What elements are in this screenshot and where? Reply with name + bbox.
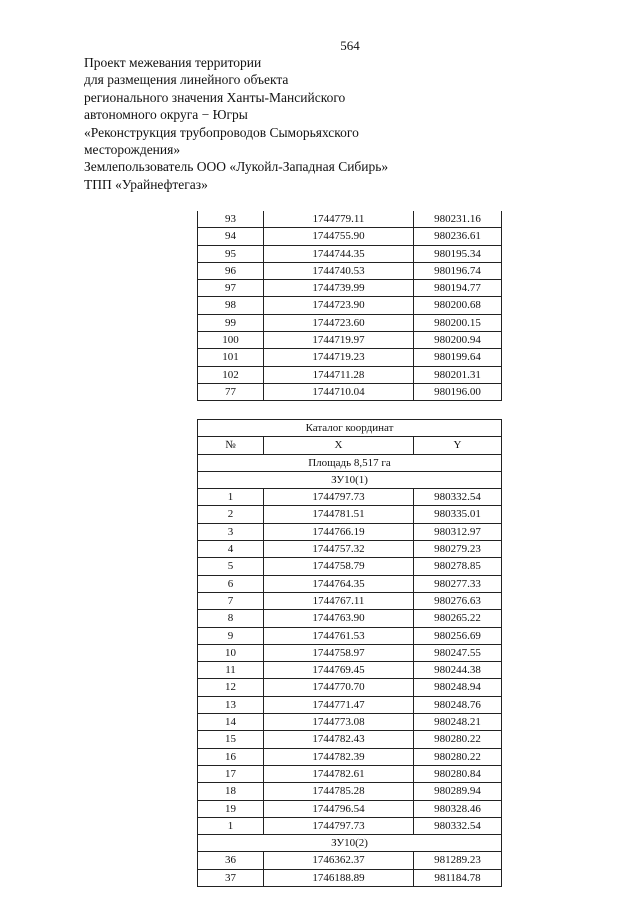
point-number: 15 [198, 731, 264, 748]
x-coordinate: 1744723.60 [264, 314, 414, 331]
x-coordinate: 1746362.37 [264, 852, 414, 869]
table-row [198, 280, 502, 297]
point-number: 99 [198, 314, 264, 331]
table-row [198, 383, 502, 400]
point-number: 95 [198, 245, 264, 262]
y-coordinate: 980200.94 [414, 332, 502, 349]
point-number: 97 [198, 280, 264, 297]
table-row [198, 714, 502, 731]
point-number: 96 [198, 262, 264, 279]
x-coordinate: 1744739.99 [264, 280, 414, 297]
y-coordinate: 980335.01 [414, 506, 502, 523]
x-coordinate: 1744723.90 [264, 297, 414, 314]
point-number: 36 [198, 852, 264, 869]
y-coordinate: 980256.69 [414, 627, 502, 644]
x-coordinate: 1744797.73 [264, 817, 414, 834]
catalog-title-row [198, 420, 502, 437]
point-number: 5 [198, 558, 264, 575]
y-coordinate: 980248.94 [414, 679, 502, 696]
point-number: 2 [198, 506, 264, 523]
point-number: 101 [198, 349, 264, 366]
table-row [198, 349, 502, 366]
x-coordinate: 1744796.54 [264, 800, 414, 817]
document-header [84, 54, 524, 193]
section-header-row [198, 835, 502, 852]
table-row [198, 489, 502, 506]
x-coordinate: 1744764.35 [264, 575, 414, 592]
point-number: 100 [198, 332, 264, 349]
y-coordinate: 980248.76 [414, 696, 502, 713]
y-coordinate: 980194.77 [414, 280, 502, 297]
table-row [198, 592, 502, 609]
table-row [198, 662, 502, 679]
table-row [198, 783, 502, 800]
y-coordinate: 981184.78 [414, 869, 502, 886]
point-number: 98 [198, 297, 264, 314]
point-number: 14 [198, 714, 264, 731]
point-number: 11 [198, 662, 264, 679]
point-number: 12 [198, 679, 264, 696]
x-coordinate: 1744719.97 [264, 332, 414, 349]
x-coordinate: 1744779.11 [264, 211, 414, 228]
table-row [198, 817, 502, 834]
point-number: 3 [198, 523, 264, 540]
header-line: Проект межевания территории [84, 55, 262, 70]
header-line: Землепользователь ООО «Лукойл-Западная Сибирь» [84, 159, 389, 175]
table-row [198, 262, 502, 279]
coordinate-catalog-table [197, 419, 502, 887]
x-coordinate: 1744782.61 [264, 765, 414, 782]
x-coordinate: 1744782.39 [264, 748, 414, 765]
table-row [198, 869, 502, 886]
point-number: 4 [198, 541, 264, 558]
y-coordinate: 980277.33 [414, 575, 502, 592]
x-coordinate: 1744767.11 [264, 592, 414, 609]
section-name: ЗУ10(2) [198, 835, 502, 852]
point-number: 13 [198, 696, 264, 713]
table-row [198, 696, 502, 713]
table-row [198, 731, 502, 748]
x-coordinate: 1744782.43 [264, 731, 414, 748]
point-number: 77 [198, 383, 264, 400]
y-coordinate: 980312.97 [414, 523, 502, 540]
table-row [198, 627, 502, 644]
table-row [198, 748, 502, 765]
point-number: 102 [198, 366, 264, 383]
table-row [198, 852, 502, 869]
x-coordinate: 1744757.32 [264, 541, 414, 558]
y-coordinate: 980280.22 [414, 731, 502, 748]
y-coordinate: 980200.68 [414, 297, 502, 314]
page-number: 564 [340, 38, 360, 53]
point-number: 17 [198, 765, 264, 782]
y-coordinate: 980280.22 [414, 748, 502, 765]
y-coordinate: 980201.31 [414, 366, 502, 383]
x-coordinate: 1744769.45 [264, 662, 414, 679]
y-coordinate: 980289.94 [414, 783, 502, 800]
y-coordinate: 980265.22 [414, 610, 502, 627]
y-coordinate: 980276.63 [414, 592, 502, 609]
point-number: 1 [198, 817, 264, 834]
y-coordinate: 980328.46 [414, 800, 502, 817]
table-row [198, 314, 502, 331]
table-row [198, 610, 502, 627]
y-coordinate: 981289.23 [414, 852, 502, 869]
table-row [198, 506, 502, 523]
x-coordinate: 1744773.08 [264, 714, 414, 731]
x-coordinate: 1744758.97 [264, 644, 414, 661]
area-label: Площадь 8,517 га [198, 454, 502, 471]
header-line: ТПП «Урайнефтегаз» [84, 176, 208, 192]
x-coordinate: 1744785.28 [264, 783, 414, 800]
point-number: 7 [198, 592, 264, 609]
header-line: для размещения линейного объекта [84, 72, 289, 88]
y-coordinate: 980332.54 [414, 817, 502, 834]
table-row [198, 558, 502, 575]
area-row [198, 454, 502, 471]
header-line: месторождения» [84, 142, 181, 158]
table-row [198, 765, 502, 782]
x-coordinate: 1744781.51 [264, 506, 414, 523]
table-row [198, 211, 502, 228]
point-number: 9 [198, 627, 264, 644]
x-coordinate: 1744711.28 [264, 366, 414, 383]
point-number: 6 [198, 575, 264, 592]
y-coordinate: 980279.23 [414, 541, 502, 558]
y-coordinate: 980332.54 [414, 489, 502, 506]
header-line: «Реконструкция трубопроводов Сыморьяхского [84, 124, 359, 140]
y-coordinate: 980244.38 [414, 662, 502, 679]
section-header-row [198, 471, 502, 488]
y-coordinate: 980196.74 [414, 262, 502, 279]
header-line: автономного округа − Югры [84, 107, 248, 123]
point-number: 37 [198, 869, 264, 886]
x-coordinate: 1744758.79 [264, 558, 414, 575]
x-coordinate: 1744763.90 [264, 610, 414, 627]
x-coordinate: 1744797.73 [264, 489, 414, 506]
x-coordinate: 1744740.53 [264, 262, 414, 279]
x-coordinate: 1744766.19 [264, 523, 414, 540]
x-coordinate: 1744770.70 [264, 679, 414, 696]
table-row [198, 228, 502, 245]
point-number: 93 [198, 211, 264, 228]
y-coordinate: 980278.85 [414, 558, 502, 575]
table-row [198, 245, 502, 262]
point-number: 94 [198, 228, 264, 245]
table-row [198, 541, 502, 558]
column-header-row [198, 437, 502, 454]
y-coordinate: 980280.84 [414, 765, 502, 782]
x-coordinate: 1744744.35 [264, 245, 414, 262]
table-row [198, 644, 502, 661]
table-row [198, 575, 502, 592]
table-row [198, 523, 502, 540]
table-row [198, 366, 502, 383]
section-name: ЗУ10(1) [198, 471, 502, 488]
y-coordinate: 980199.64 [414, 349, 502, 366]
y-coordinate: 980231.16 [414, 211, 502, 228]
column-header-number: № [198, 437, 264, 454]
catalog-title: Каталог координат [198, 420, 502, 437]
y-coordinate: 980248.21 [414, 714, 502, 731]
table-row [198, 297, 502, 314]
column-header-y: Y [414, 437, 502, 454]
x-coordinate: 1744755.90 [264, 228, 414, 245]
table-row [198, 800, 502, 817]
y-coordinate: 980196.00 [414, 383, 502, 400]
y-coordinate: 980200.15 [414, 314, 502, 331]
x-coordinate: 1744771.47 [264, 696, 414, 713]
point-number: 19 [198, 800, 264, 817]
x-coordinate: 1744761.53 [264, 627, 414, 644]
point-number: 10 [198, 644, 264, 661]
point-number: 1 [198, 489, 264, 506]
column-header-x: X [264, 437, 414, 454]
y-coordinate: 980236.61 [414, 228, 502, 245]
point-number: 18 [198, 783, 264, 800]
point-number: 8 [198, 610, 264, 627]
table-row [198, 332, 502, 349]
point-number: 16 [198, 748, 264, 765]
header-line: регионального значения Ханты-Мансийского [84, 89, 346, 105]
x-coordinate: 1744710.04 [264, 383, 414, 400]
y-coordinate: 980247.55 [414, 644, 502, 661]
x-coordinate: 1744719.23 [264, 349, 414, 366]
continued-coordinates-table [197, 211, 502, 401]
y-coordinate: 980195.34 [414, 245, 502, 262]
table-row [198, 679, 502, 696]
x-coordinate: 1746188.89 [264, 869, 414, 886]
